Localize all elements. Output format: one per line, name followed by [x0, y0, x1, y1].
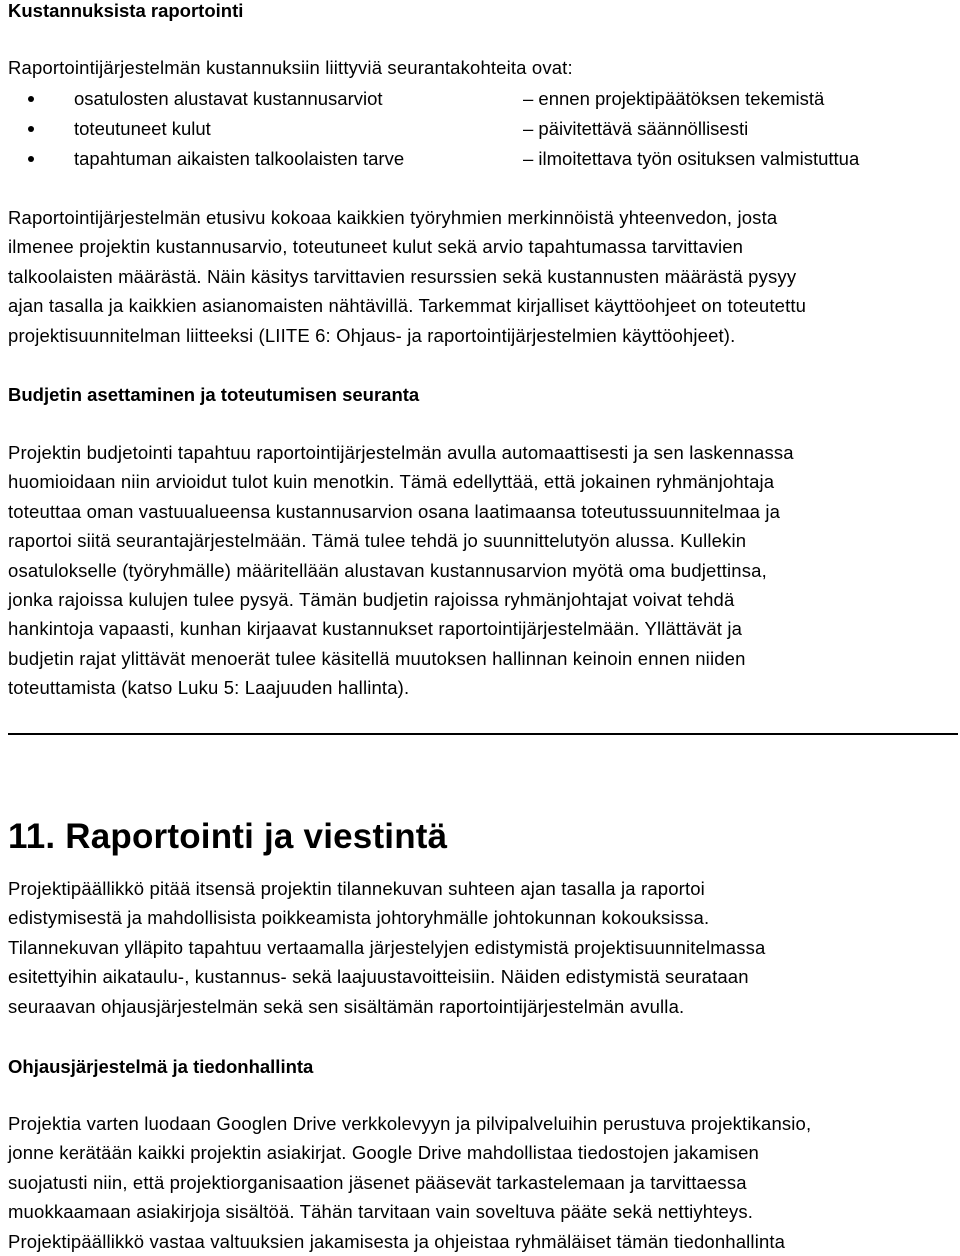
paragraph-line: budjetin rajat ylittävät menoerät tulee käsitellä muutoksen hallinnan keinoin ennen niiden [8, 647, 746, 669]
paragraph-line: hankintoja vapaasti, kunhan kirjaavat kustannukset raportointijärjestelmään. Yllättävät ja [8, 618, 743, 640]
body-paragraph [8, 203, 953, 350]
bullet-icon [28, 96, 34, 102]
paragraph-line: Projektia varten luodaan Googlen Drive verkkolevyyn ja pilvipalveluihin perustuva projektikansio, [8, 1113, 812, 1134]
paragraph-line: Projektin budjetointi tapahtuu raportointijärjestelmän avulla automaattisesti ja sen laskennassa [8, 442, 794, 463]
body-paragraph [8, 874, 953, 1021]
paragraph-line: ajan tasalla ja kaikkien asianomaisten nähtävillä. Tarkemmat kirjalliset käyttöohjeet on toteutettu [8, 295, 807, 317]
paragraph-line: raportoi siitä seurantajärjestelmään. Tämä tulee tehdä jo suunnittelutyön alussa. Kullekin [8, 530, 747, 552]
paragraph-line: ilmenee projektin kustannusarvio, toteutuneet kulut sekä arvio tapahtumassa tarvittavien [8, 236, 744, 258]
body-paragraph [8, 438, 953, 703]
list-item-label: osatulosten alustavat kustannusarviot [74, 88, 383, 109]
paragraph-line: talkoolaisten määrästä. Näin käsitys tarvittavien resurssien sekä kustannusten määrästä pysyy [8, 265, 797, 287]
section-heading-cost-reporting: Kustannuksista raportointi [8, 0, 244, 21]
paragraph-line: suojatusti niin, että projektiorganisaation jäsenet pääsevät tarkastelemaan ja tarvittaessa [8, 1171, 747, 1193]
list-item [8, 144, 953, 174]
list-item [8, 114, 953, 144]
paragraph-line: Raportointijärjestelmän kustannuksiin liittyviä seurantakohteita ovat: [8, 57, 573, 78]
list-item-note: – päivitettävä säännöllisesti [523, 118, 749, 139]
paragraph-line: toteuttamista (katso Luku 5: Laajuuden hallinta). [8, 677, 410, 699]
section-heading-budget: Budjetin asettaminen ja toteutumisen seuranta [8, 384, 420, 405]
paragraph-line: Raportointijärjestelmän etusivu kokoaa kaikkien työryhmien merkinnöistä yhteenvedon, josta [8, 207, 778, 228]
paragraph-line: esitettyihin aikataulu-, kustannus- sekä laajuustavoitteisiin. Näiden edistymistä seurataan [8, 966, 749, 988]
chapter-title: 11. Raportointi ja viestintä [8, 817, 448, 856]
paragraph-line: muokkaamaan asiakirjoja sisältöä. Tähän tarvitaan vain soveltuva pääte sekä nettiyhteys. [8, 1201, 754, 1223]
paragraph-line: seuraavan ohjausjärjestelmän sekä sen sisältämän raportointijärjestelmän avulla. [8, 995, 685, 1017]
body-paragraph [8, 1109, 953, 1256]
list-item-label: toteutuneet kulut [74, 118, 211, 139]
paragraph-line: toteuttaa oman vastuualueensa kustannusarvion osana laatimaansa toteutussuunnitelmaa ja [8, 500, 781, 522]
paragraph-line: huomioidaan niin arvioidut tulot kuin menotkin. Tämä edellyttää, että jokainen ryhmänjohtaja [8, 471, 775, 493]
section-heading-control-system: Ohjausjärjestelmä ja tiedonhallinta [8, 1056, 314, 1077]
paragraph-line: Tilannekuvan ylläpito tapahtuu vertaamalla järjestelyjen edistymistä projektisuunnitelmassa [8, 936, 766, 958]
list-item-label: tapahtuman aikaisten talkoolaisten tarve [74, 148, 405, 169]
section-divider [8, 733, 958, 735]
paragraph-line: Projektipäällikkö vastaa valtuuksien jakamisesta ja ohjeistaa ryhmäläiset tämän tiedonhallinta [8, 1230, 786, 1252]
paragraph-line: osatulokselle (työryhmälle) määritellään alustavan kustannusarvion myötä oma budjettinsa, [8, 559, 767, 581]
paragraph-line: edistymisestä ja mahdollisista poikkeamista johtoryhmälle johtokunnan kokouksissa. [8, 907, 710, 929]
list-item [8, 84, 953, 114]
paragraph-line: jonka rajoissa kulujen tulee pysyä. Tämän budjetin rajoissa ryhmänjohtajat voivat tehdä [8, 589, 735, 611]
bullet-icon [28, 126, 34, 132]
bullet-icon [28, 156, 34, 162]
section-intro [8, 53, 953, 82]
list-item-note: – ilmoitettava työn osituksen valmistuttua [523, 148, 860, 169]
paragraph-line: Projektipäällikkö pitää itsensä projektin tilannekuvan suhteen ajan tasalla ja raportoi [8, 878, 705, 899]
paragraph-line: projektisuunnitelman liitteeksi (LIITE 6: Ohjaus- ja raportointijärjestelmien käyttöohjeet). [8, 324, 736, 346]
list-item-note: – ennen projektipäätöksen tekemistä [523, 88, 825, 109]
bullet-list [8, 84, 953, 174]
paragraph-line: jonne kerätään kaikki projektin asiakirjat. Google Drive mahdollistaa tiedostojen jakamisen [8, 1142, 759, 1164]
